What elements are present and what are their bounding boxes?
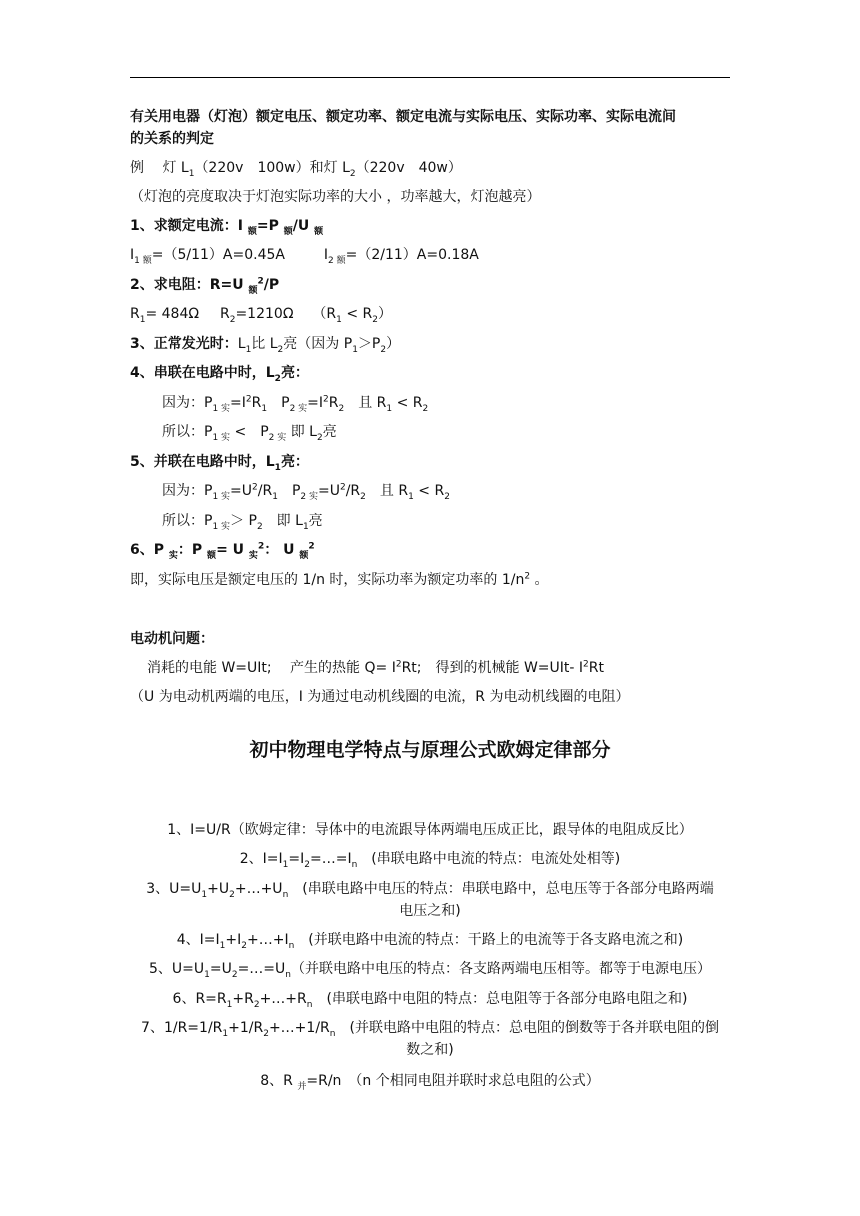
formula-7: 7、$1/R=1/R_1+1/R_2+\dots+1/R_n$ (并联电路中电阻的特点：总电阻的倒数等于各并联电阻的倒 数之和) (141, 1020, 719, 1058)
brightness-note: （灯泡的亮度取决于灯泡实际功率的大小 ，功率越大，灯泡越亮） (130, 189, 541, 205)
step6-ratio: 6、P $_实$：P $_额$= U $_实^2$： U $_额^2$ (130, 541, 315, 561)
motor-legend: （U 为电动机两端的电压，I 为通过电动机线圈的电流，R 为电动机线圈的电阻） (130, 689, 630, 705)
doc-heading-line1: 有关用电器（灯泡）额定电压、额定功率、额定电流与实际电压、实际功率、实际电流间 (130, 109, 676, 125)
formula-1: 1、I=U/R（欧姆定律：导体中的电流跟导体两端电压成正比，跟导体的电阻成反比） (167, 822, 693, 838)
step5-because: 因为：$P_{1 实}=U^2/R_1$ $P_{2 实}=U^2/R_2$ 且 $R_1 < R_2$ (162, 482, 450, 502)
header-rule (130, 77, 730, 78)
motor-energy-line: 消耗的电能 W=UIt; 产生的热能 $Q= I^2Rt$; 得到的机械能 W=UIt- $I^2Rt$ (147, 659, 604, 676)
step2-resistance: 2、求电阻：R=U $_额^2$/P (130, 276, 280, 296)
step1-results: $I_{1 额}=(5/11)A=0.45A$ $I_{2 额}=(2/11)A=0.18A$ (130, 247, 479, 266)
step4-so: 所以：$P_{1 实}$ < $P_{2 实}$ 即 $L_2$亮 (162, 424, 337, 443)
doc-heading-line2: 的关系的判定 (130, 131, 214, 147)
step5-parallel: 5、并联在电路中时，$L_1$亮： (130, 454, 309, 473)
formula-4: 4、$I=I_1+I_2+\dots+I_n$ (并联电路中电流的特点：干路上的电流等于各支路电流之和) (176, 932, 684, 951)
step4-because: 因为：$P_{1 实}=I^2R_1$ $P_{2 实}=I^2R_2$ 且 $R_1 < R_2$ (162, 394, 429, 414)
example-line: 例 灯 $L_1(220v$ 100w）和灯 $L_2(220v$ 40w） (130, 160, 462, 179)
formula-6: 6、$R=R_1+R_2+\dots+R_n$ (串联电路中电阻的特点：总电阻等于各部分电路电阻之和) (172, 991, 688, 1010)
step5-so: 所以：$P_{1 实}> P_2$ 即 $L_1$亮 (162, 513, 323, 532)
step6-note: 即，实际电压是额定电压的 1/n 时，实际功率为额定功率的 $1/n^2$ 。 (130, 571, 549, 588)
step4-series: 4、串联在电路中时，$L_2$亮： (130, 365, 309, 384)
step1-rated-current: 1、求额定电流：I $_额$=P $_额$/U $_额$ (130, 218, 324, 237)
formula-3: 3、$U=U_1+U_2+\dots+U_n$ (串联电路中电压的特点：串联电路中，总电压等于各部分电路两端 电压之和) (146, 881, 714, 919)
section-title: 初中物理电学特点与原理公式欧姆定律部分 (249, 739, 611, 761)
step3-normal-glow: 3、正常发光时：$L_1$比 $L_2$亮（因为 $P_1>P_2$） (130, 336, 401, 355)
step2-results: $R_1= 484\Omega$ $R_2=1210\Omega$ $(R_1 < R_2)$ (130, 306, 392, 325)
formula-8: 8、R $_并$=R/n （n 个相同电阻并联时求总电阻的公式） (260, 1073, 600, 1092)
formula-2: 2、$I=I_1=I_2=\dots=I_n$ (串联电路中电流的特点：电流处处相等) (239, 851, 621, 870)
motor-title: 电动机问题： (130, 631, 214, 647)
formula-5: 5、$U=U_1=U_2=\dots=U_n$（并联电路中电压的特点：各支路两端电压相等。都等于电源电压） (148, 961, 712, 980)
